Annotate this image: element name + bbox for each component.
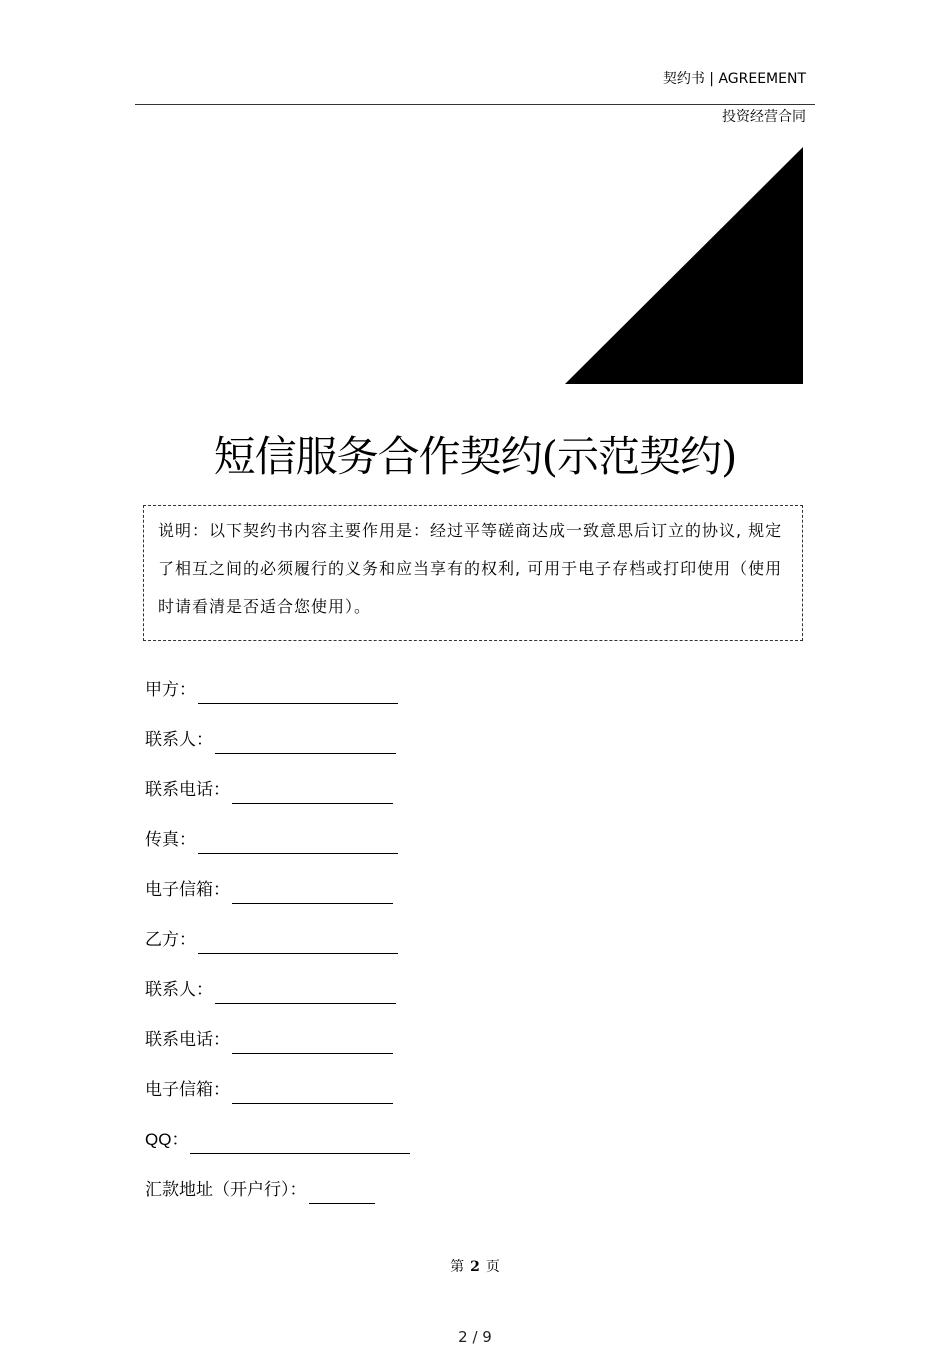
blank-line[interactable] bbox=[309, 1181, 375, 1204]
field-party-b bbox=[145, 926, 398, 954]
note-text: 说明：以下契约书内容主要作用是：经过平等磋商达成一致意思后订立的协议, 规定了相互之间的必须履行的义务和应当享有的权利, 可用于电子存档或打印使用（使用时请看清是否适合您使用）。 bbox=[158, 521, 783, 616]
pager: 2 / 9 bbox=[458, 1328, 492, 1346]
blank-line[interactable] bbox=[198, 831, 398, 854]
blank-line[interactable] bbox=[232, 781, 393, 804]
page-suffix: 页 bbox=[485, 1259, 500, 1275]
field-fax bbox=[145, 826, 398, 854]
header-divider bbox=[135, 104, 815, 105]
field-label: 甲方： bbox=[145, 680, 196, 700]
field-email-b bbox=[145, 1076, 393, 1104]
field-label: 传真： bbox=[145, 830, 196, 850]
field-email-a bbox=[145, 876, 393, 904]
blank-line[interactable] bbox=[215, 731, 396, 754]
field-phone-b bbox=[145, 1026, 393, 1054]
field-qq bbox=[145, 1126, 410, 1154]
blank-line[interactable] bbox=[215, 981, 396, 1004]
field-party-a bbox=[145, 676, 398, 704]
field-contact-b bbox=[145, 976, 396, 1004]
field-label: 联系人： bbox=[145, 980, 213, 1000]
field-label: 联系电话： bbox=[145, 780, 230, 800]
header-subtitle: 投资经营合同 bbox=[722, 109, 806, 125]
field-label: 电子信箱： bbox=[145, 880, 230, 900]
blank-line[interactable] bbox=[198, 681, 398, 704]
field-label: 汇款地址（开户行）： bbox=[145, 1180, 307, 1200]
field-label: QQ： bbox=[145, 1130, 189, 1149]
field-phone-a bbox=[145, 776, 393, 804]
field-label: 乙方： bbox=[145, 930, 196, 950]
document-title: 短信服务合作契约(示范契约) bbox=[213, 432, 737, 481]
field-contact-a bbox=[145, 726, 396, 754]
decorative-triangle-graphic bbox=[565, 145, 805, 386]
page-number bbox=[0, 1256, 950, 1276]
field-label: 联系电话： bbox=[145, 1030, 230, 1050]
blank-line[interactable] bbox=[190, 1131, 410, 1154]
field-remit-address bbox=[145, 1176, 375, 1204]
header-title: 契约书 | AGREEMENT bbox=[662, 71, 806, 87]
note-box bbox=[143, 505, 803, 641]
page-number-value: 2 bbox=[470, 1259, 480, 1275]
blank-line[interactable] bbox=[232, 1031, 393, 1054]
blank-line[interactable] bbox=[198, 931, 398, 954]
blank-line[interactable] bbox=[232, 881, 393, 904]
field-label: 联系人： bbox=[145, 730, 213, 750]
field-label: 电子信箱： bbox=[145, 1080, 230, 1100]
blank-line[interactable] bbox=[232, 1081, 393, 1104]
page-prefix: 第 bbox=[450, 1259, 465, 1275]
